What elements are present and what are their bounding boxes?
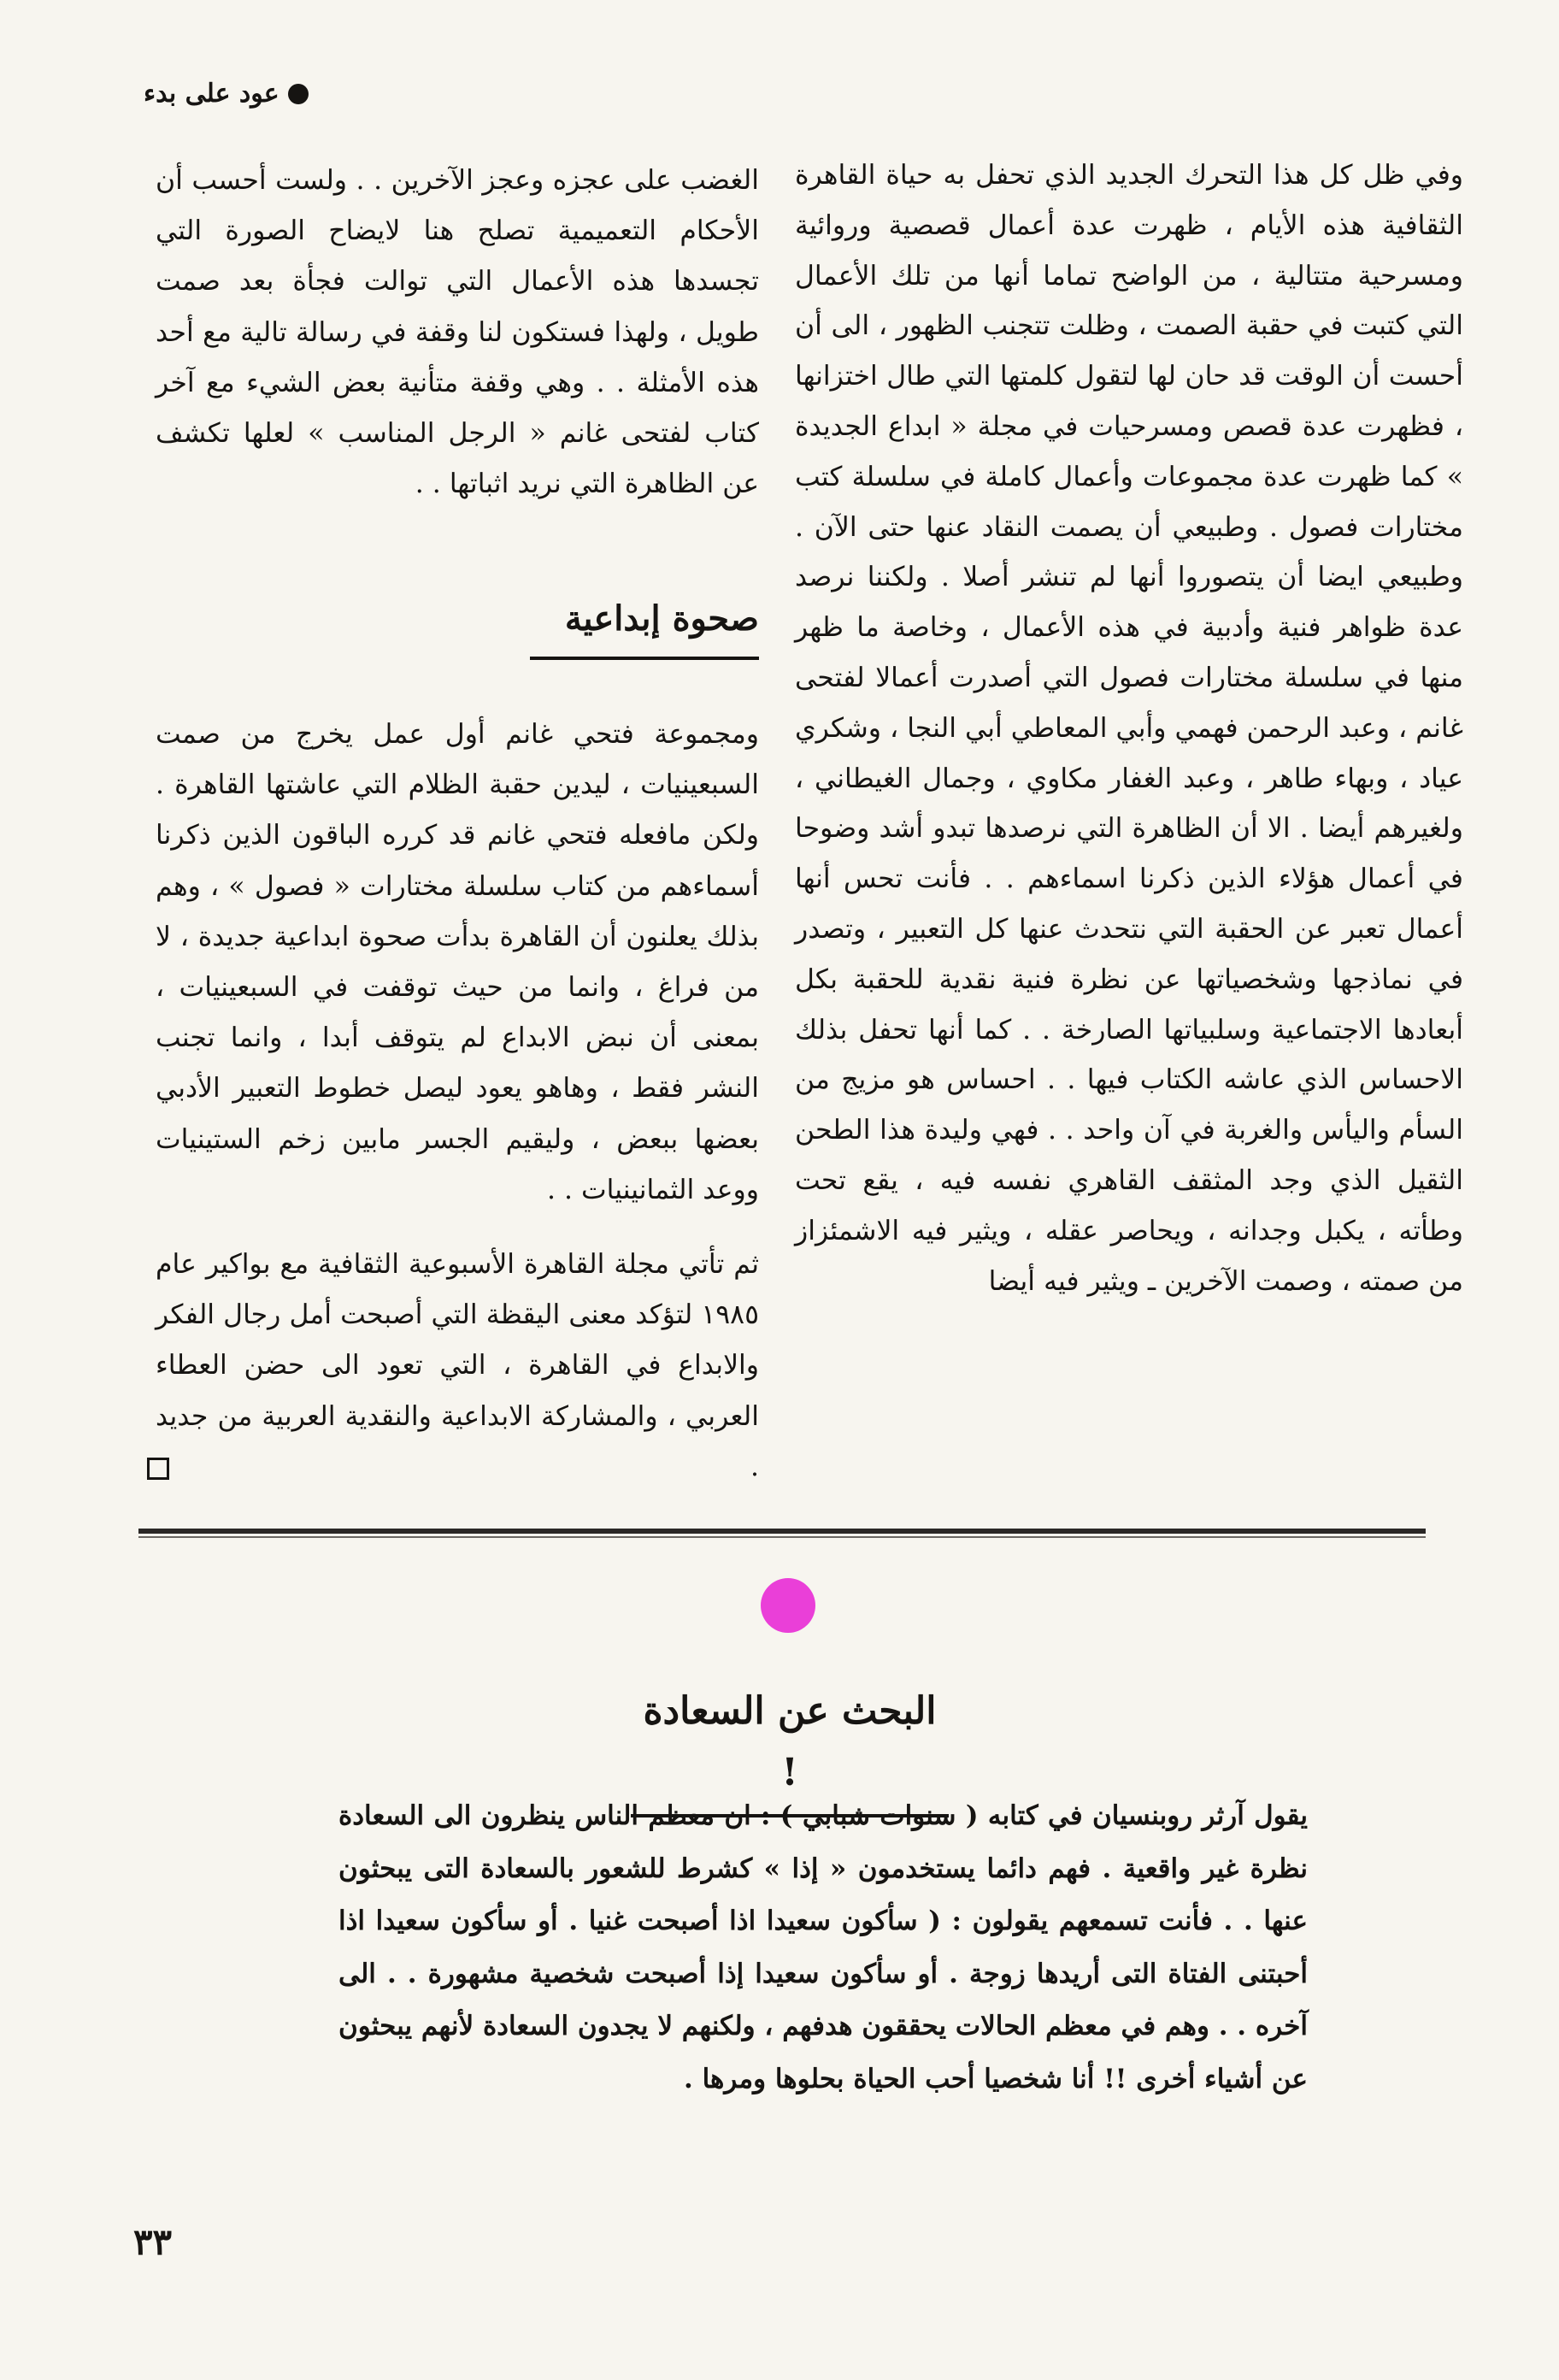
bullet-dot-icon bbox=[288, 84, 309, 104]
article-paragraph: وفي ظل كل هذا التحرك الجديد الذي تحفل به حياة القاهرة الثقافية هذه الأيام ، ظهرت عدة أعمال قصصية وروائية ومسرحية متتالية ، من الواضح تماما أنها من تلك الأعمال التي كتبت في حقبة الصمت ، وظلت تتجنب الظهور ، الى أن أحست أن الوقت قد حان لها لتقول كلمتها التي طال اختزانها ، فظهرت عدة قصص ومسرحيات في مجلة « ابداع الجديدة » كما ظهرت عدة مجموعات وأعمال كاملة في سلسلة كتب مختارات فصول . وطبيعي أن يصمت النقاد عنها حتى الآن . وطبيعي ايضا أن يتصوروا أنها لم تنشر أصلا . ولكننا نرصد عدة ظواهر فنية وأدبية في هذه الأعمال ، وخاصة ما ظهر منها في سلسلة مختارات فصول التي أصدرت أعمالا لفتحى غانم ، وعبد الرحمن فهمي وأبي المعاطي أبي النجا ، وشكري عياد ، وبهاء طاهر ، وعبد الغفار مكاوي ، وجمال الغيطاني ، ولغيرهم أيضا . الا أن الظاهرة التي نرصدها تبدو أشد وضوحا في أعمال هؤلاء الذين ذكرنا اسماءهم . . فأنت تحس أنها أعمال تعبر عن الحقبة التي نتحدث عنها كل التعبير ، وتصدر في نماذجها وشخصياتها عن نظرة فنية نقدية للحقبة بكل أبعادها الاجتماعية وسلبياتها الصارخة . . كما أنها تحفل بذلك الاحساس الذي عاشه الكتاب فيها . . احساس هو مزيج من السأم واليأس والغربة في آن واحد . . فهي وليدة هذا الطحن الثقيل الذي وجد المثقف القاهري نفسه فيه ، يقع تحت وطأته ، يكبل وجدانه ، ويحاصر عقله ، ويثير فيه الاشمئزاز من صمته ، وصمت الآخرين ـ ويثير فيه أيضا bbox=[794, 160, 1463, 1297]
section-divider bbox=[138, 1529, 1426, 1534]
box-article-paragraph: يقول آرثر روبنسيان في كتابه ( سنوات شبابي ) : ان معظم الناس ينظرون الى السعادة نظرة غير واقعية . فهم دائما يستخدمون « إذا » كشرط للشعور بالسعادة التى يبحثون عنها . . فأنت تسمعهم يقولون : ( سأكون سعيدا اذا أصبحت غنيا . أو سأكون سعيدا اذا أحبتنى الفتاة التى أريدها زوجة . أو سأكون سعيدا إذا أصبحت شخصية مشهورة . . الى آخره . . وهم في معظم الحالات يحققون هدفهم ، ولكنهم لا يجدون السعادة لأنهم يبحثون عن أشياء أخرى !! أنا شخصيا أحب الحياة بحلوها ومرها . bbox=[338, 1800, 1308, 2094]
section-divider-thin bbox=[138, 1536, 1426, 1538]
box-article-title: البحث عن السعادة ! bbox=[631, 1681, 949, 1817]
article-paragraph: الغضب على عجزه وعجز الآخرين . . ولست أحسب أن الأحكام التعميمية تصلح هنا لايضاح الصورة التي تجسدها هذه الأعمال التي توالت فجأة بعد صمت طويل ، ولهذا فستكون لنا وقفة في رسالة تالية مع أحد هذه الأمثلة . . وهي وقفة متأنية بعض الشيء مع آخر كتاب لفتحى غانم « الرجل المناسب » لعلها تكشف عن الظاهرة التي نريد اثباتها . . bbox=[156, 165, 759, 500]
section-header bbox=[144, 79, 309, 109]
article-left-column-middle bbox=[156, 710, 759, 1216]
article-subheading: صحوة إبداعية bbox=[530, 593, 759, 660]
article-paragraph: ومجموعة فتحي غانم أول عمل يخرج من صمت السبعينيات ، ليدين حقبة الظلام التي عاشتها القاهرة . ولكن مافعله فتحي غانم قد كرره الباقون الذين ذكرنا أسماءهم من كتاب سلسلة مختارات « فصول » ، وهم بذلك يعلنون أن القاهرة بدأت صحوة ابداعية جديدة ، لا من فراغ ، وانما من حيث توقفت في السبعينيات ، بمعنى أن نبض الابداع لم يتوقف أبدا ، وانما تجنب النشر فقط ، وهاهو يعود ليصل خطوط التعبير الأدبي بعضها ببعض ، وليقيم الجسر مابين زخم الستينيات ووعد الثمانينيات . . bbox=[156, 719, 759, 1205]
page-number: ٣٣ bbox=[133, 2221, 173, 2263]
article-left-column-bottom bbox=[156, 1240, 759, 1493]
article-right-column bbox=[795, 150, 1463, 1306]
end-of-article-square-icon bbox=[147, 1458, 169, 1480]
article-paragraph: ثم تأتي مجلة القاهرة الأسبوعية الثقافية مع بواكير عام ١٩٨٥ لتؤكد معنى اليقظة التي أصبحت أمل رجال الفكر والابداع في القاهرة ، التي تعود الى حضن العطاء العربي ، والمشاركة الابداعية والنقدية العربية من جديد . bbox=[156, 1249, 759, 1482]
decorative-dot-icon bbox=[761, 1578, 815, 1633]
box-article-body bbox=[338, 1790, 1308, 2106]
article-left-column-top bbox=[156, 156, 759, 510]
section-title: عود على بدء bbox=[144, 79, 279, 109]
